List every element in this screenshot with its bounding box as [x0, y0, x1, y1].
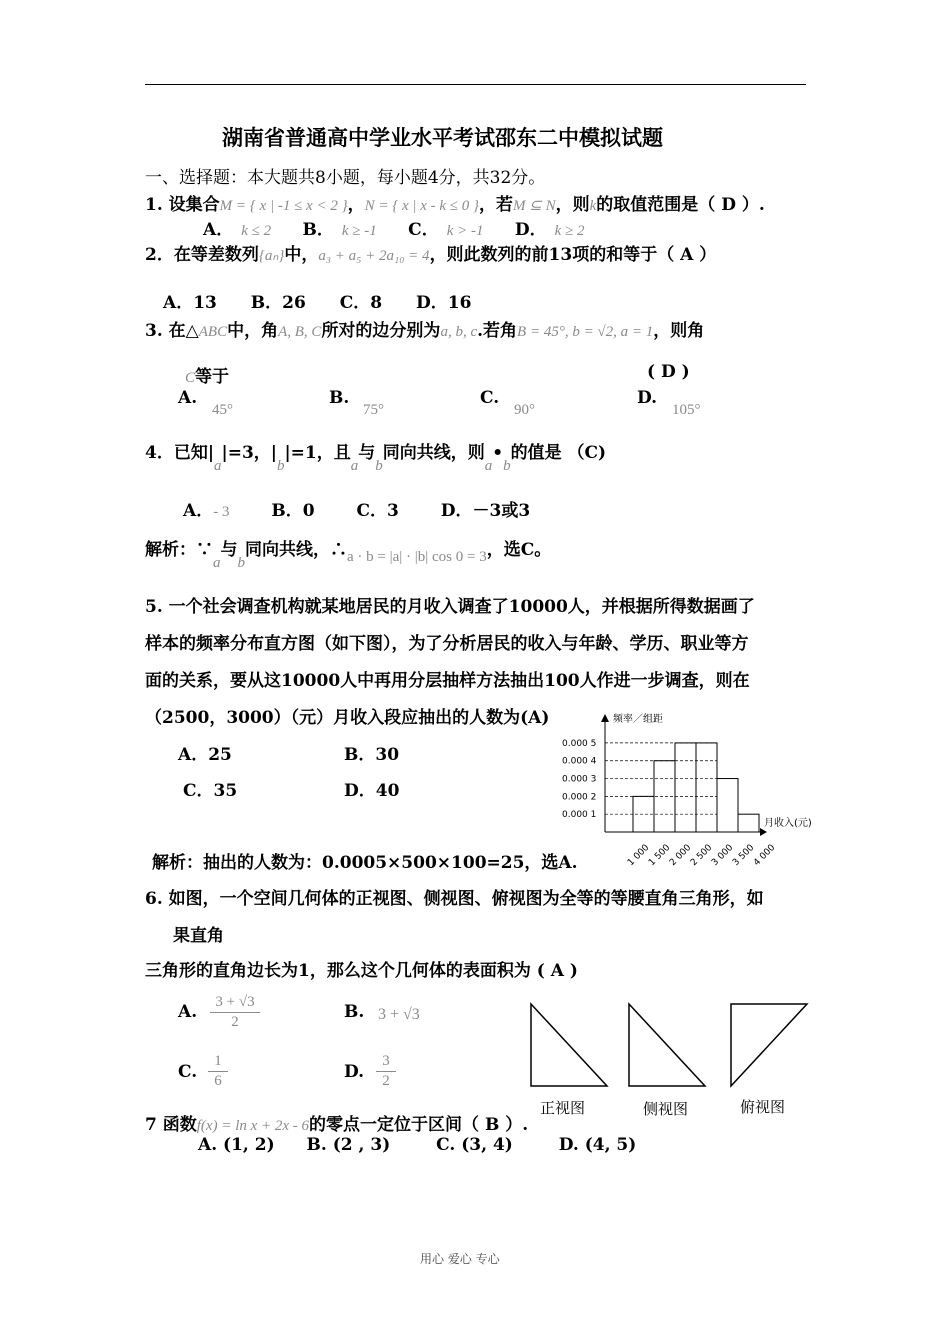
- histogram-bar: [696, 743, 717, 832]
- q6-option-a-numerator: 3 + √3: [215, 994, 255, 1010]
- q3-triangle: ABC: [198, 324, 228, 340]
- q4-option-d: D．－3或3: [440, 501, 531, 521]
- question-1: [145, 190, 765, 215]
- q4-t2: |=3，|: [221, 443, 277, 463]
- q3-stem-c: 所对的边分别为: [321, 321, 441, 341]
- q1-option-c: k > -1: [446, 223, 484, 239]
- q6-label-d: D.: [344, 1062, 365, 1082]
- q5-line-3: 面的关系，要从这10000人中再用分层抽样方法抽出100人作进一步调查，则在: [145, 671, 750, 691]
- q7-t1: 7 函数: [145, 1115, 197, 1135]
- x-axis-label: 月收入(元): [764, 818, 812, 829]
- question-3: [145, 316, 704, 341]
- q6-option-c-denominator: 6: [214, 1073, 222, 1089]
- page-title: 湖南省普通高中学业水平考试邵东二中模拟试题: [222, 125, 663, 150]
- question-4: [145, 438, 607, 474]
- q2-options: [163, 288, 471, 313]
- q5-option-b: B．30: [344, 745, 400, 765]
- y-tick-label: 0.000 4: [562, 756, 597, 767]
- q4-vec-b-3: b: [503, 458, 511, 474]
- q3-option-c: 90°: [514, 402, 535, 418]
- q4-vec-b-2: b: [375, 458, 383, 474]
- sol4-t1: 解析：∵: [145, 540, 213, 560]
- x-tick-label: 1 000: [626, 842, 652, 868]
- q3-option-b: 75°: [363, 402, 384, 418]
- q4-vec-a-3: a: [484, 458, 493, 474]
- fraction-bar: [376, 1071, 396, 1072]
- histogram-bar: [738, 814, 759, 832]
- q1-option-b: k ≥ -1: [341, 223, 377, 239]
- q5-line-4: （2500，3000）（元）月收入段应抽出的人数为(A): [145, 708, 550, 728]
- q6-option-c: [208, 1053, 228, 1090]
- q7-function: f(x) = ln x + 2x - 6: [196, 1118, 310, 1134]
- q1-label-a: A．: [203, 220, 234, 240]
- q6-label-c: C.: [178, 1062, 198, 1082]
- q1-condition: M ⊆ N: [513, 198, 556, 214]
- q3-stem-a: 3. 在△: [145, 321, 199, 341]
- q3-angles: A, B, C: [278, 324, 322, 340]
- q2-stem-a: 2．在等差数列: [145, 245, 259, 265]
- q3-var-c: C: [185, 370, 196, 386]
- q6-option-b: 3 + √3: [378, 1006, 420, 1023]
- q5-option-a: A．25: [178, 745, 232, 765]
- question-7: [145, 1110, 528, 1135]
- q3-line2-text: 等于: [195, 367, 230, 387]
- page-footer: 用心 爱心 专心: [420, 1252, 500, 1266]
- front-view-triangle: [531, 1004, 607, 1086]
- x-tick-label: 3 500: [731, 842, 757, 868]
- top-view-triangle: [731, 1004, 807, 1086]
- q4-options: [183, 496, 530, 521]
- question-2: [145, 240, 716, 265]
- section-heading: 一、选择题：本大题共8小题，每小题4分，共32分。: [145, 168, 546, 188]
- top-rule: [145, 84, 806, 85]
- x-tick-label: 3 000: [710, 842, 736, 868]
- q3-stem-e: ，则角: [653, 321, 705, 341]
- q5-solution: 解析：抽出的人数为：0.0005×500×100=25，选A.: [152, 853, 578, 873]
- x-tick-label: 2 500: [689, 842, 715, 868]
- histogram-bar: [675, 743, 696, 832]
- q3-label-b: B.: [329, 388, 350, 408]
- q1-stem-b: ，若: [479, 195, 514, 215]
- q6-line-3: 三角形的直角边长为1，那么这个几何体的表面积为 ( A ): [145, 961, 578, 981]
- y-axis-arrow: [601, 714, 609, 722]
- q3-answer: ( D ): [647, 362, 690, 382]
- q4-option-b: B．0: [271, 501, 315, 521]
- q7-options: [198, 1135, 636, 1155]
- q1-stem-a: 1. 设集合: [145, 195, 220, 215]
- side-view-label: 侧视图: [643, 1100, 689, 1118]
- q4-t6: 的值是 （C): [510, 443, 607, 463]
- q7-option-d: D. (4, 5): [558, 1135, 637, 1155]
- q5-line-2: 样本的频率分布直方图（如下图），为了分析居民的收入与年龄、学历、职业等方: [145, 634, 749, 654]
- q1-stem-c: ，则: [555, 195, 590, 215]
- q2-option-b: B．26: [250, 293, 306, 313]
- q1-option-d: k ≥ 2: [554, 223, 585, 239]
- q1-label-d: D．: [514, 220, 547, 240]
- q6-option-d: [376, 1053, 396, 1090]
- q4-option-a: - 3: [213, 504, 230, 520]
- q2-sequence: {aₙ}: [258, 248, 285, 264]
- fraction-bar: [208, 1071, 228, 1072]
- q3-line2: [185, 362, 229, 387]
- sol4-t3: 同向共线，∴: [245, 540, 347, 560]
- top-view-label: 俯视图: [740, 1098, 786, 1116]
- q4-option-c: C．3: [356, 501, 399, 521]
- q7-t2: 的零点一定位于区间（ B ）.: [309, 1115, 529, 1135]
- x-axis-arrow: [760, 828, 767, 836]
- q6-option-a-denominator: 2: [231, 1014, 239, 1030]
- y-axis-label: 频率／组距: [613, 714, 663, 725]
- q1-stem-d: 的取值范围是（ D ）.: [596, 195, 765, 215]
- y-tick-label: 0.000 5: [562, 738, 597, 749]
- sol4-t4: ，选C。: [486, 540, 552, 560]
- q7-option-b: B. (2 , 3): [306, 1135, 391, 1155]
- q1-label-c: C．: [408, 220, 439, 240]
- q3-sides: a, b, c: [440, 324, 478, 340]
- q2-stem-c: ，则此数列的前13项的和等于（ A ）: [429, 245, 717, 265]
- sol4-vec-b: b: [237, 555, 245, 571]
- q2-option-c: C．8: [339, 293, 383, 313]
- q6-option-c-numerator: 1: [214, 1053, 222, 1069]
- q7-option-a: A. (1, 2): [198, 1135, 275, 1155]
- q3-option-d: 105°: [672, 402, 701, 418]
- q4-label-a: A．: [183, 501, 214, 521]
- q2-option-a: A．13: [163, 293, 217, 313]
- q1-option-a: k ≤ 2: [241, 223, 272, 239]
- q4-t5: 同向共线，则: [382, 443, 485, 463]
- q1-set-n: N = { x | x - k ≤ 0 }: [364, 198, 480, 214]
- x-tick-label: 4 000: [752, 842, 778, 868]
- histogram-bar: [717, 779, 738, 832]
- q1-set-m: M = { x | -1 ≤ x < 2 }: [219, 198, 348, 214]
- q4-t4: 与: [358, 443, 376, 463]
- q3-option-a: 45°: [212, 402, 233, 418]
- sol4-t2: 与: [220, 540, 238, 560]
- q5-line-1: 5. 一个社会调查机构就某地居民的月收入调查了10000人，并根据所得数据画了: [145, 597, 755, 617]
- q6-line-1: 6. 如图，一个空间几何体的正视图、侧视图、俯视图为全等的等腰直角三角形，如: [145, 889, 764, 909]
- side-view-triangle: [629, 1004, 705, 1086]
- q6-option-a: [210, 994, 260, 1031]
- q4-vec-a-2: a: [350, 458, 359, 474]
- solution-4: [145, 535, 552, 571]
- income-histogram: [560, 708, 820, 868]
- q3-label-d: D.: [637, 388, 658, 408]
- sol4-vec-a: a: [213, 555, 221, 571]
- q3-stem-d: .若角: [477, 321, 518, 341]
- q6-option-d-denominator: 2: [382, 1073, 390, 1089]
- q3-stem-b: 中，角: [227, 321, 279, 341]
- q3-label-a: A.: [178, 388, 198, 408]
- q2-equation: a₃ + a₅ + 2a₁₀ = 4: [318, 248, 430, 264]
- front-view-label: 正视图: [540, 1099, 586, 1117]
- q3-given: B = 45°, b = √2, a = 1: [517, 324, 654, 340]
- q5-option-c: C．35: [183, 781, 238, 801]
- q6-label-a: A.: [178, 1002, 198, 1022]
- q6-label-b: B.: [344, 1002, 365, 1022]
- fraction-bar: [210, 1012, 260, 1013]
- q7-option-c: C. (3, 4): [436, 1135, 513, 1155]
- y-tick-label: 0.000 3: [562, 774, 597, 785]
- y-tick-label: 0.000 2: [562, 792, 597, 803]
- q6-line-2: 果直角: [173, 926, 224, 946]
- y-tick-label: 0.000 1: [562, 810, 597, 821]
- q2-stem-b: 中，: [284, 245, 319, 265]
- q4-vec-b: b: [276, 458, 285, 474]
- q1-label-b: B．: [302, 220, 334, 240]
- x-tick-label: 2 000: [668, 842, 694, 868]
- sol4-expression: a · b = |a| · |b| cos 0 = 3: [347, 549, 487, 565]
- q4-t1: 4．已知|: [145, 443, 215, 463]
- q4-t3: |=1，且: [284, 443, 351, 463]
- q3-label-c: C.: [480, 388, 500, 408]
- q1-options: [203, 215, 585, 240]
- q4-dot: •: [492, 443, 504, 463]
- q1-var: k: [589, 198, 597, 214]
- q6-option-d-numerator: 3: [382, 1053, 390, 1069]
- q1-sep: ，: [347, 195, 365, 215]
- q5-option-d: D．40: [344, 781, 400, 801]
- q2-option-d: D．16: [416, 293, 472, 313]
- q4-vec-a: a: [214, 458, 222, 474]
- x-tick-label: 1 500: [647, 842, 673, 868]
